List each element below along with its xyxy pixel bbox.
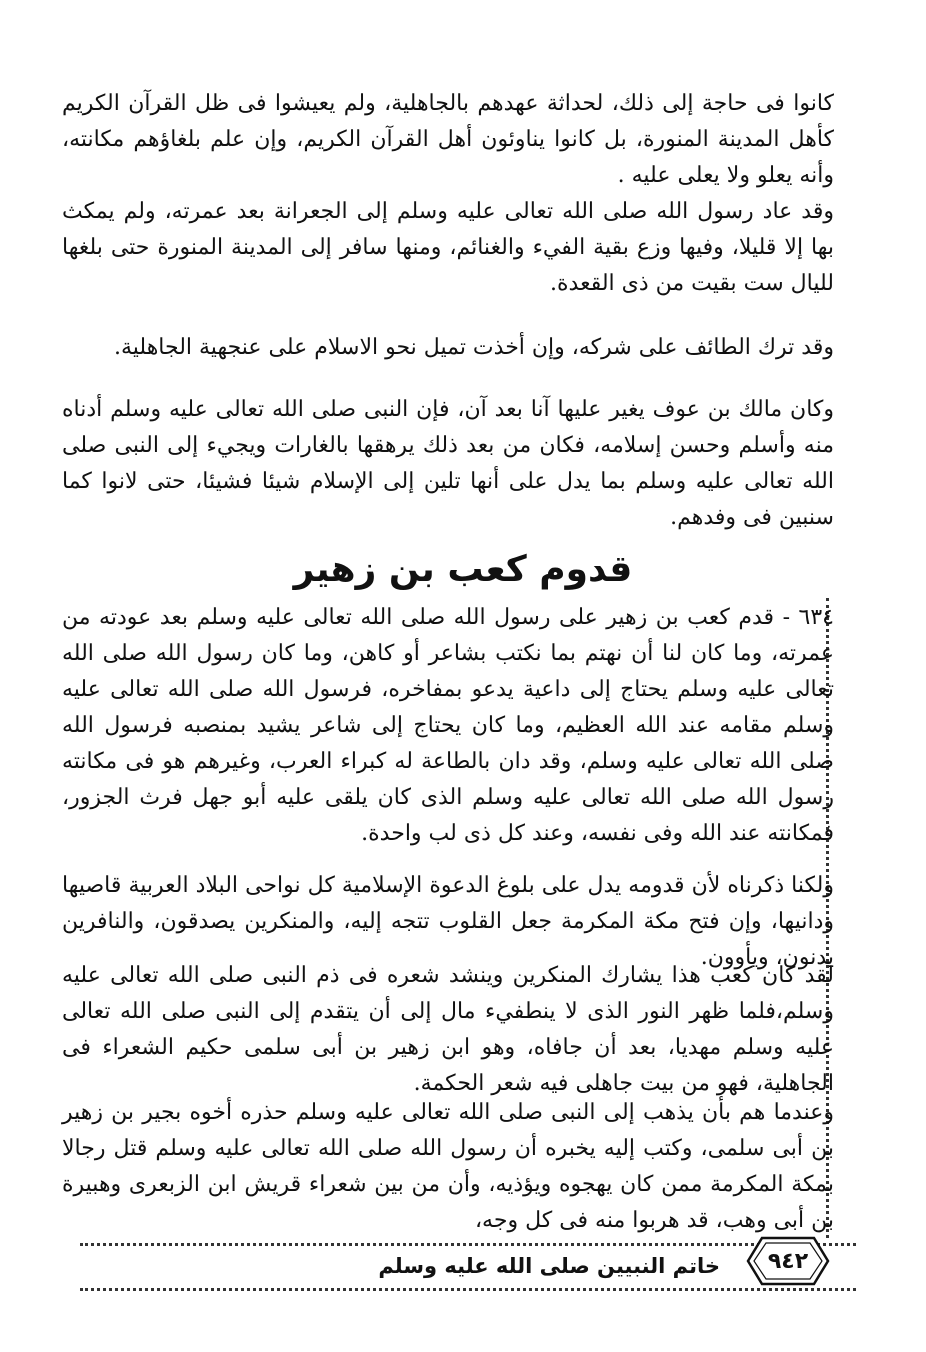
paragraph-3: وقد ترك الطائف على شركه، وإن أخذت تميل نحو الاسلام على عنجهية الجاهلية.: [113, 335, 834, 360]
book-title: خاتم النبيين صلى الله عليه وسلم: [378, 1254, 720, 1278]
page-number-badge: [740, 1232, 836, 1290]
paragraph-1: كانوا فى حاجة إلى ذلك، لحداثة عهدهم بالجاهلية، ولم يعيشوا فى ظل القرآن الكريم كأهل المدينة المنورة، بل كانوا يناوئون أهل القرآن الكريم، وإن علم بلغاؤهم مكانته، وأنه يعلو ولا يعلى عليه .: [62, 91, 834, 188]
paragraph-8: وعندما هم بأن يذهب إلى النبى صلى الله تعالى عليه وسلم حذره أخوه بجير بن زهير بن أبى سلمى، وكتب إليه يخبره أن رسول الله صلى الله تعالى عليه وسلم قتل رجالا بمكة المكرمة ممن كان يهجوه ويؤذيه، وأن من بين شعراء قريش ابن الزبعرى وهبيرة بن أبى وهب، قد هربوا منه فى كل وجه،: [62, 1100, 834, 1233]
paragraph-6: ولكنا ذكرناه لأن قدومه يدل على بلوغ الدعوة الإسلامية كل نواحى البلاد العربية قاصيها ودانيها، وإن فتح مكة المكرمة جعل القلوب تتجه إليه، والمنكرين يصدقون، والنافرين يدنون، ويأوون.: [62, 873, 834, 970]
paragraph-7: لقد كان كعب هذا يشارك المنكرين وينشد شعره فى ذم النبى صلى الله تعالى عليه وسلم،فلما ظهر النور الذى لا ينطفيء مال إلى أن يتقدم إلى النبى صلى الله تعالى عليه وسلم مهديا، بعد أن جافاه، وهو ابن زهير بن أبى سلمى حكيم الشعراء فى الجاهلية، فهو من بيت جاهلى فيه شعر الحكمة.: [62, 963, 834, 1096]
page-number: ٩٤٢: [767, 1248, 809, 1274]
paragraph-5: ٦٣٤ - قدم كعب بن زهير على رسول الله صلى الله تعالى عليه وسلم بعد عودته من عمرته، وما كان لنا أن نهتم بما نكتب بشاعر أو كاهن، وما كان رسول الله صلى الله تعالى عليه وسلم يحتاج إلى داعية يدعو بمفاخره، فرسول الله صلى الله تعالى عليه وسلم مقامه عند الله العظيم، وما كان يحتاج إلى شاعر يشيد بمنصبه فرسول الله صلى الله تعالى عليه وسلم، وقد دان بالطاعة له كبراء العرب، وغيرهم هو فى مكانته رسول الله صلى الله تعالى عليه وسلم الذى كان يلقى عليه أبو جهل فرث الجزور، فمكانته عند الله وفى نفسه، وعند كل ذى لب واحدة.: [62, 605, 834, 846]
paragraph-2: وقد عاد رسول الله صلى الله تعالى عليه وسلم إلى الجعرانة بعد عمرته، ولم يمكث بها إلا قليلا، وفيها وزع بقية الفيء والغنائم، ومنها سافر إلى المدينة المنورة حتى بلغها لليال ست بقيت من ذى القعدة.: [62, 199, 834, 296]
section-heading: قدوم كعب بن زهير: [293, 549, 633, 590]
paragraph-4: وكان مالك بن عوف يغير عليها آنا بعد آن، فإن النبى صلى الله تعالى عليه وسلم أدناه منه وأسلم وحسن إسلامه، فكان من بعد ذلك يرهقها بالغارات ويجيء إلى النبى صلى الله تعالى عليه وسلم بما يدل على أنها تلين إلى الإسلام شيئا فشيئا، حتى لانوا كما سنبين فى وفدهم.: [62, 397, 834, 530]
